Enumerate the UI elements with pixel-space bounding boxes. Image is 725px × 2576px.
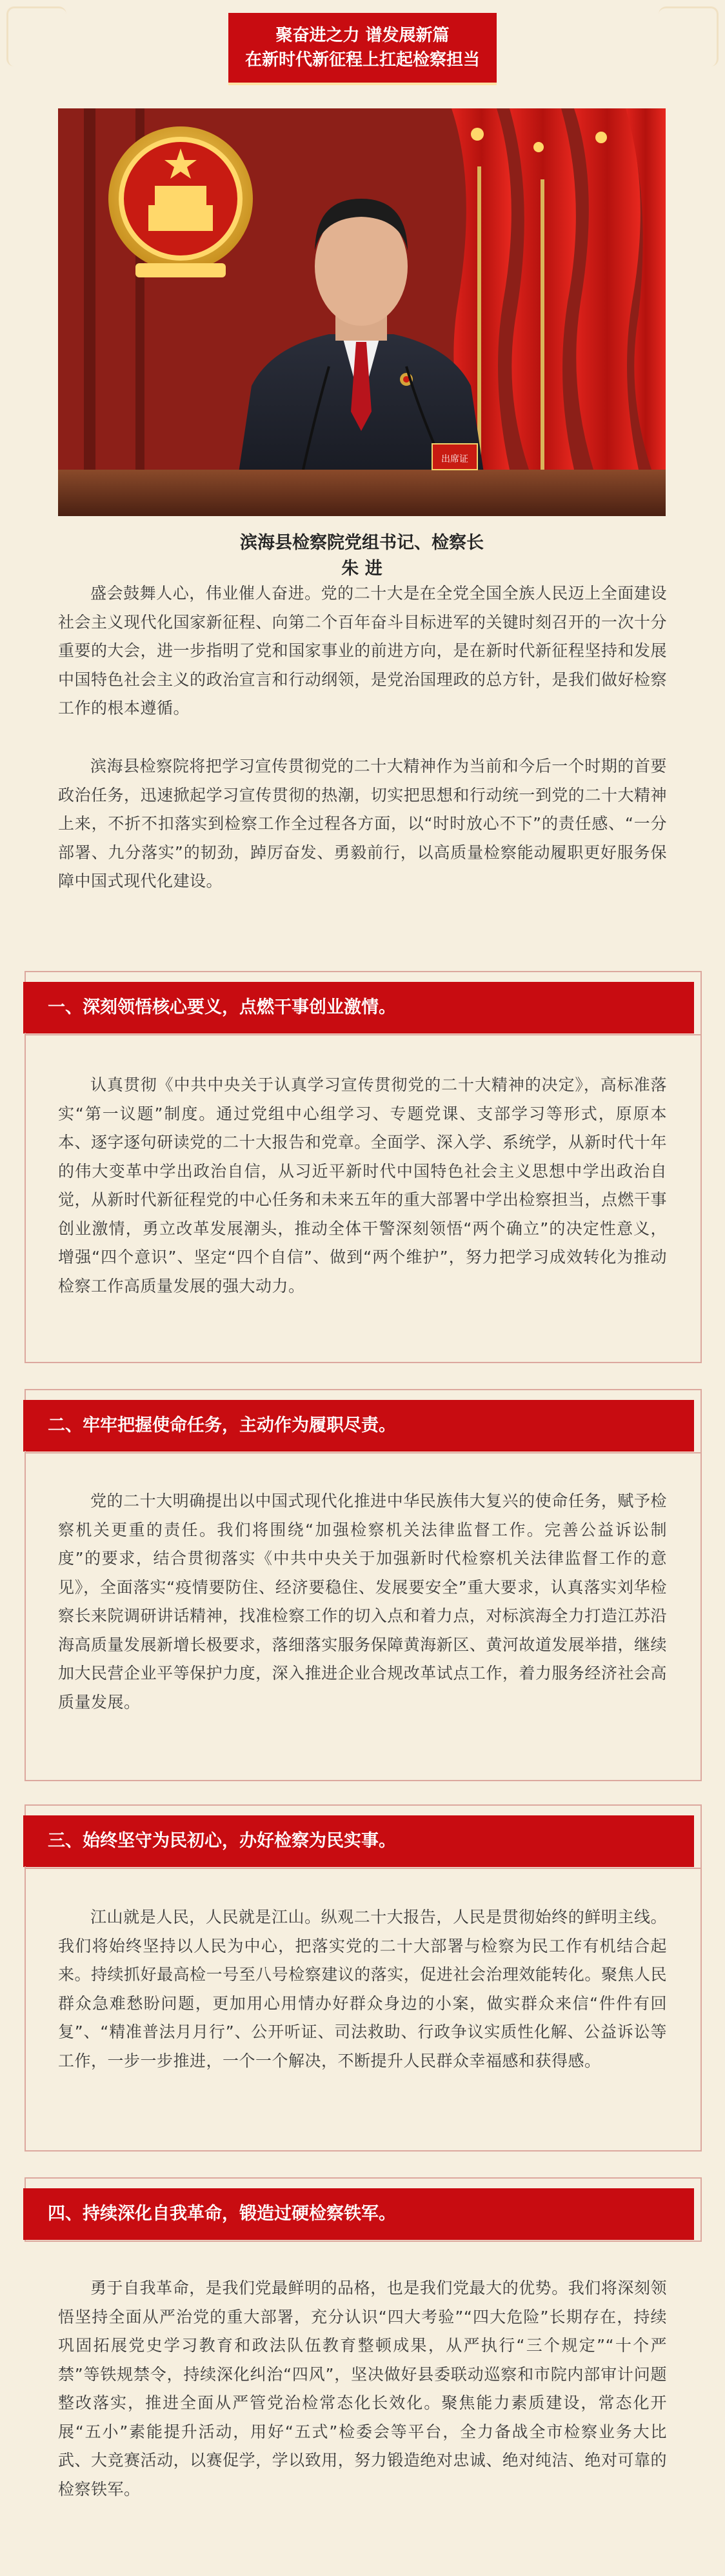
section-1-body: 认真贯彻《中共中央关于认真学习宣传贯彻党的二十大精神的决定》，高标准落实“第一议题”制度。通过党组中心组学习、专题党课、支部学习等形式，原原本本、逐字逐句研读党的二十大报告和党章。全面学、深入学、系统学，从新时代十年的伟大变革中学出政治自信，从习近平新时代中国特色社会主义思想中学出政治自觉，从新时代新征程党的中心任务和未来五年的重大部署中学出检察担当，点燃干事创业激情，勇立改革发展潮头，推动全体干警深刻领悟“两个确立”的决定性意义，增强“四个意识”、坚定“四个自信”、做到“两个维护”，努力把学习成效转化为推动检察工作高质量发展的强大动力。 [58,1075,667,1295]
section-4-body: 勇于自我革命，是我们党最鲜明的品格，也是我们党最大的优势。我们将深刻领悟坚持全面从严治党的重大部署，充分认识“四大考验”“四大危险”长期存在，持续巩固拓展党史学习教育和政法队伍教育整顿成果，从严执行“三个规定”“十个严禁”等铁规禁令，持续深化纠治“四风”，坚决做好县委联动巡察和市院内部审计问题整改落实，推进全面从严管党治检常态化长效化。聚焦能力素质建设，常态化开展“五小”素能提升活动，用好“五式”检委会等平台，全力备战全市检察业务大比武、大竞赛活动，以赛促学，学以致用，努力锻造绝对忠诚、绝对纯洁、绝对可靠的检察铁军。 [58,2279,667,2499]
podium-sign: 出席证 [441,454,468,464]
section-2-heading: 二、牢牢把握使命任务，主动作为履职尽责。 [23,1400,694,1452]
section-4-heading: 四、持续深化自我革命，锻造过硬检察铁军。 [23,2188,694,2240]
section-2-body: 党的二十大明确提出以中国式现代化推进中华民族伟大复兴的使命任务，赋予检察机关更重的责任。我们将围绕“加强检察机关法律监督工作。完善公益诉讼制度”的要求，结合贯彻落实《中共中央关于加强新时代检察机关法律监督工作的意见》，全面落实“疫情要防住、经济要稳住、发展要安全”重大要求，认真落实刘华检察长来院调研讲话精神，找准检察工作的切入点和着力点，对标滨海全力打造江苏沿海高质量发展新增长极要求，落细落实服务保障黄海新区、黄河故道发展举措，继续加大民营企业平等保护力度，深入推进企业合规改革试点工作，着力服务经济社会高质量发展。 [58,1492,667,1712]
corner-ornament-left [6,6,66,66]
intro-paragraph-2: 滨海县检察院将把学习宣传贯彻党的二十大精神作为当前和今后一个时期的首要政治任务，迅速掀起学习宣传贯彻的热潮，切实把思想和行动统一到党的二十大精神上来，不折不扣落实到检察工作全过程各方面，以“时时放心不下”的责任感、“一分部署、九分落实”的韧劲，踔厉奋发、勇毅前行，以高质量检察能动履职更好服务保障中国式现代化建设。 [58,757,667,890]
photo-caption [58,530,666,582]
title-line-2: 在新时代新征程上扛起检察担当 [244,50,480,70]
speaker-photo [58,108,666,516]
section-1-heading: 一、深刻领悟核心要义，点燃干事创业激情。 [23,982,694,1033]
caption-name: 朱 进 [341,559,382,579]
corner-ornament-right [659,6,719,66]
section-3-body: 江山就是人民，人民就是江山。纵观二十大报告，人民是贯彻始终的鲜明主线。我们将始终坚持以人民为中心，把落实党的二十大部署与检察为民工作有机结合起来。持续抓好最高检一号至八号检察建议的落实，促进社会治理效能转化。聚焦人民群众急难愁盼问题，更加用心用情办好群众身边的小案，做实群众来信“件件有回复”、“精准普法月月行”、公开听证、司法救助、行政争议实质性化解、公益诉讼等工作，一步一步推进，一个一个解决，不断提升人民群众幸福感和获得感。 [58,1908,667,2070]
title-banner [228,13,497,85]
title-line-1: 聚奋进之力 谱发展新篇 [275,26,450,45]
section-3-heading: 三、始终坚守为民初心，办好检察为民实事。 [23,1815,694,1867]
intro-paragraph-1: 盛会鼓舞人心，伟业催人奋进。党的二十大是在全党全国全族人民迈上全面建设社会主义现代化国家新征程、向第二个百年奋斗目标进军的关键时刻召开的一次十分重要的大会，进一步指明了党和国家事业的前进方向，是在新时代新征程坚持和发展中国特色社会主义的政治宣言和行动纲领，是党治国理政的总方针，是我们做好检察工作的根本遵循。 [58,584,667,717]
caption-position: 滨海县检察院党组书记、检察长 [240,533,484,553]
